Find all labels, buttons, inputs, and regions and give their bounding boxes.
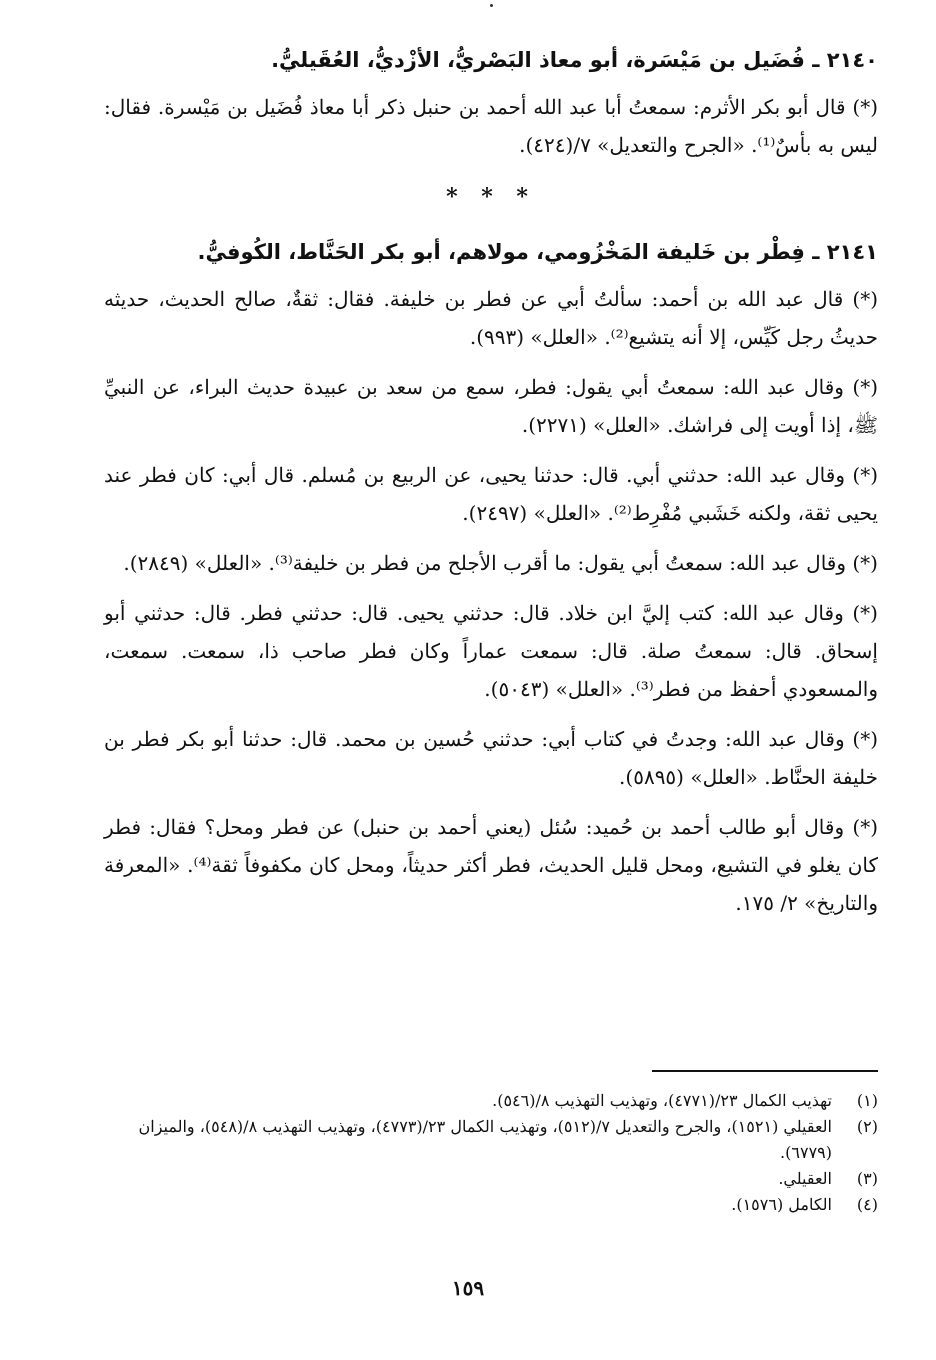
- section-separator: * * *: [446, 184, 536, 210]
- footnote-text: العقيلي (١٥٢١)، والجرح والتعديل ٧/(٥١٢)، وتهذيب الكمال ٢٣/(٤٧٧٣)، وتهذيب التهذيب ٨/(٥٤٨)، والميزان (٦٧٧٩).: [138, 1117, 832, 1162]
- footnote-number: (٢): [856, 1117, 878, 1136]
- footnote-number: (٣): [856, 1169, 878, 1188]
- scan-speck: [490, 4, 493, 7]
- entry-2141-paragraph-4: (*) وقال عبد الله: سمعتُ أبي يقول: ما أقرب الأجلح من فطر بن خليفة⁽³⁾. «العلل» (٢٨٤٩).: [123, 551, 878, 575]
- footnote-4: [104, 1192, 878, 1218]
- entry-2140-paragraph-1: (*) قال أبو بكر الأثرم: سمعتُ أبا عبد الله أحمد بن حنبل ذكر أبا معاذ فُضَيل بن مَيْسرة. فقال: ليس به بأسٌ⁽¹⁾. «الجرح والتعديل» ٧/(٤٢٤).: [104, 95, 878, 157]
- entry-2141-paragraph-1: (*) قال عبد الله بن أحمد: سألتُ أبي عن فطر بن خليفة. فقال: ثقةٌ، صالح الحديث، حديثه حديثُ رجل كَيِّس، إلا أنه يتشيع⁽²⁾. «العلل» (٩٩٣).: [104, 287, 878, 349]
- entry-2141-title: ٢١٤١ ـ فِطْر بن خَليفة المَخْزُومي، مولاهم، أبو بكر الحَنَّاط، الكُوفيُّ.: [197, 240, 878, 264]
- page-body: [104, 36, 878, 928]
- entry-2141-paragraph-5: (*) وقال عبد الله: كتب إليَّ ابن خلاد. قال: حدثني يحيى. قال: حدثني فطر. قال: حدثني أبو إسحاق. قال: سمعتُ صلة. قال: سمعت عماراً وكان فطر صاحب ذا، سمعت. سمعت، والمسعودي أحفظ من فطر⁽³⁾. «العلل» (٥٠٤٣).: [104, 601, 878, 701]
- footnote-text: تهذيب الكمال ٢٣/(٤٧٧١)، وتهذيب التهذيب ٨/(٥٤٦).: [492, 1091, 832, 1110]
- footnote-text: العقيلي.: [778, 1169, 832, 1188]
- footnote-2: [104, 1114, 878, 1166]
- footnote-divider: [652, 1070, 878, 1072]
- footnote-number: (١): [856, 1091, 878, 1110]
- entry-2141-paragraph-3: (*) وقال عبد الله: حدثني أبي. قال: حدثنا يحيى، عن الربيع بن مُسلم. قال أبي: كان فطر عند يحيى ثقة، ولكنه خَشَبي مُفْرِط⁽²⁾. «العلل» (٢٤٩٧).: [104, 463, 878, 525]
- entry-2141-paragraph-6: (*) وقال عبد الله: وجدتُ في كتاب أبي: حدثني حُسين بن محمد. قال: حدثنا أبو بكر فطر بن خليفة الحنَّاط. «العلل» (٥٨٩٥).: [104, 727, 878, 789]
- footnote-text: الكامل (١٥٧٦).: [731, 1195, 832, 1214]
- footnote-3: [104, 1166, 878, 1192]
- entry-2140-title: ٢١٤٠ ـ فُضَيل بن مَيْسَرة، أبو معاذ البَصْريُّ، الأزْديُّ، العُقَيليُّ.: [271, 48, 878, 72]
- footnotes: [104, 1088, 878, 1218]
- footnote-number: (٤): [856, 1195, 878, 1214]
- page-number: ١٥٩: [451, 1276, 485, 1300]
- entry-2141-paragraph-2: (*) وقال عبد الله: سمعتُ أبي يقول: فطر، سمع من سعد بن عبيدة حديث البراء، عن النبيِّ ﷺ، إذا أويت إلى فراشك. «العلل» (٢٢٧١).: [104, 375, 878, 437]
- entry-2141-paragraph-7: (*) وقال أبو طالب أحمد بن حُميد: سُئل (يعني أحمد بن حنبل) عن فطر ومحل؟ فقال: فطر كان يغلو في التشيع، ومحل قليل الحديث، فطر أكثر حديثاً، ومحل كان مكفوفاً ثقة⁽⁴⁾. «المعرفة والتاريخ» ٢/ ١٧٥.: [104, 815, 879, 915]
- footnote-1: [104, 1088, 878, 1114]
